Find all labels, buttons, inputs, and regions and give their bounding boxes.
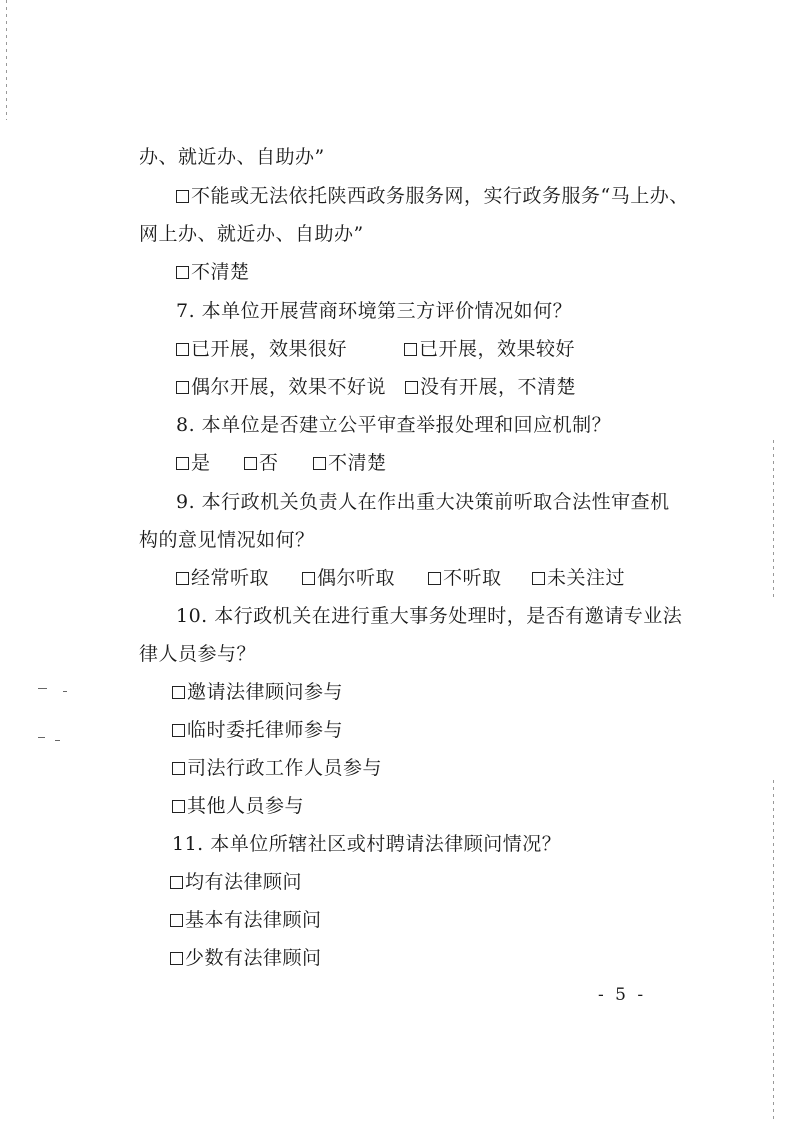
checkbox[interactable] — [532, 572, 545, 585]
checkbox[interactable] — [405, 381, 418, 394]
checkbox[interactable] — [176, 343, 189, 356]
q9-option: 经常听取 — [176, 563, 269, 590]
scan-speck — [63, 691, 67, 692]
q8-option: 不清楚 — [313, 448, 387, 475]
option-line-continued: 网上办、就近办、自助办” — [139, 223, 364, 245]
checkbox[interactable] — [172, 800, 185, 813]
q10-option: 其他人员参与 — [172, 791, 304, 818]
checkbox[interactable] — [172, 724, 185, 737]
checkbox[interactable] — [172, 686, 185, 699]
question-9: 9. 本行政机关负责人在作出重大决策前听取合法性审查机 — [176, 491, 670, 513]
checkbox[interactable] — [170, 952, 183, 965]
checkbox[interactable] — [176, 381, 189, 394]
q11-option: 少数有法律顾问 — [170, 943, 322, 970]
question-7: 7. 本单位开展营商环境第三方评价情况如何？ — [176, 300, 573, 322]
q10-option: 司法行政工作人员参与 — [172, 753, 382, 780]
q8-option: 是 — [176, 448, 211, 475]
q7-option: 已开展，效果较好 — [404, 334, 575, 361]
q8-option: 否 — [244, 448, 279, 475]
option-line: 不能或无法依托陕西政务服务网，实行政务服务“马上办、 — [176, 181, 689, 208]
right-edge-mark — [773, 780, 774, 1120]
page-number: - 5 - — [598, 985, 647, 1005]
q7-option: 偶尔开展，效果不好说 — [176, 372, 386, 399]
checkbox[interactable] — [302, 572, 315, 585]
checkbox[interactable] — [176, 190, 189, 203]
scan-speck — [55, 740, 60, 741]
continued-option-text: 办、就近办、自助办” — [139, 146, 325, 168]
q9-option: 偶尔听取 — [302, 563, 395, 590]
right-edge-mark — [773, 440, 774, 600]
checkbox[interactable] — [244, 457, 257, 470]
q9-option: 不听取 — [428, 563, 502, 590]
question-8: 8. 本单位是否建立公平审查举报处理和回应机制？ — [176, 414, 612, 436]
question-10-continued: 律人员参与？ — [139, 643, 257, 665]
question-10: 10. 本行政机关在进行重大事务处理时，是否有邀请专业法 — [176, 605, 683, 627]
question-11: 11. 本单位所辖社区或村聘请法律顾问情况？ — [172, 833, 562, 855]
checkbox[interactable] — [176, 457, 189, 470]
checkbox[interactable] — [428, 572, 441, 585]
checkbox[interactable] — [176, 572, 189, 585]
scan-speck — [38, 688, 47, 689]
checkbox[interactable] — [176, 266, 189, 279]
checkbox[interactable] — [313, 457, 326, 470]
checkbox[interactable] — [170, 914, 183, 927]
checkbox[interactable] — [404, 343, 417, 356]
checkbox[interactable] — [172, 762, 185, 775]
option-line: 不清楚 — [176, 257, 250, 284]
left-edge-mark — [6, 0, 7, 120]
q7-option: 没有开展，不清楚 — [405, 372, 576, 399]
q11-option: 均有法律顾问 — [170, 867, 302, 894]
question-9-continued: 构的意见情况如何？ — [139, 529, 315, 551]
q11-option: 基本有法律顾问 — [170, 905, 322, 932]
q7-option: 已开展，效果很好 — [176, 334, 347, 361]
q10-option: 临时委托律师参与 — [172, 715, 343, 742]
scan-speck — [38, 737, 45, 738]
q9-option: 未关注过 — [532, 563, 625, 590]
checkbox[interactable] — [170, 876, 183, 889]
q10-option: 邀请法律顾问参与 — [172, 677, 343, 704]
